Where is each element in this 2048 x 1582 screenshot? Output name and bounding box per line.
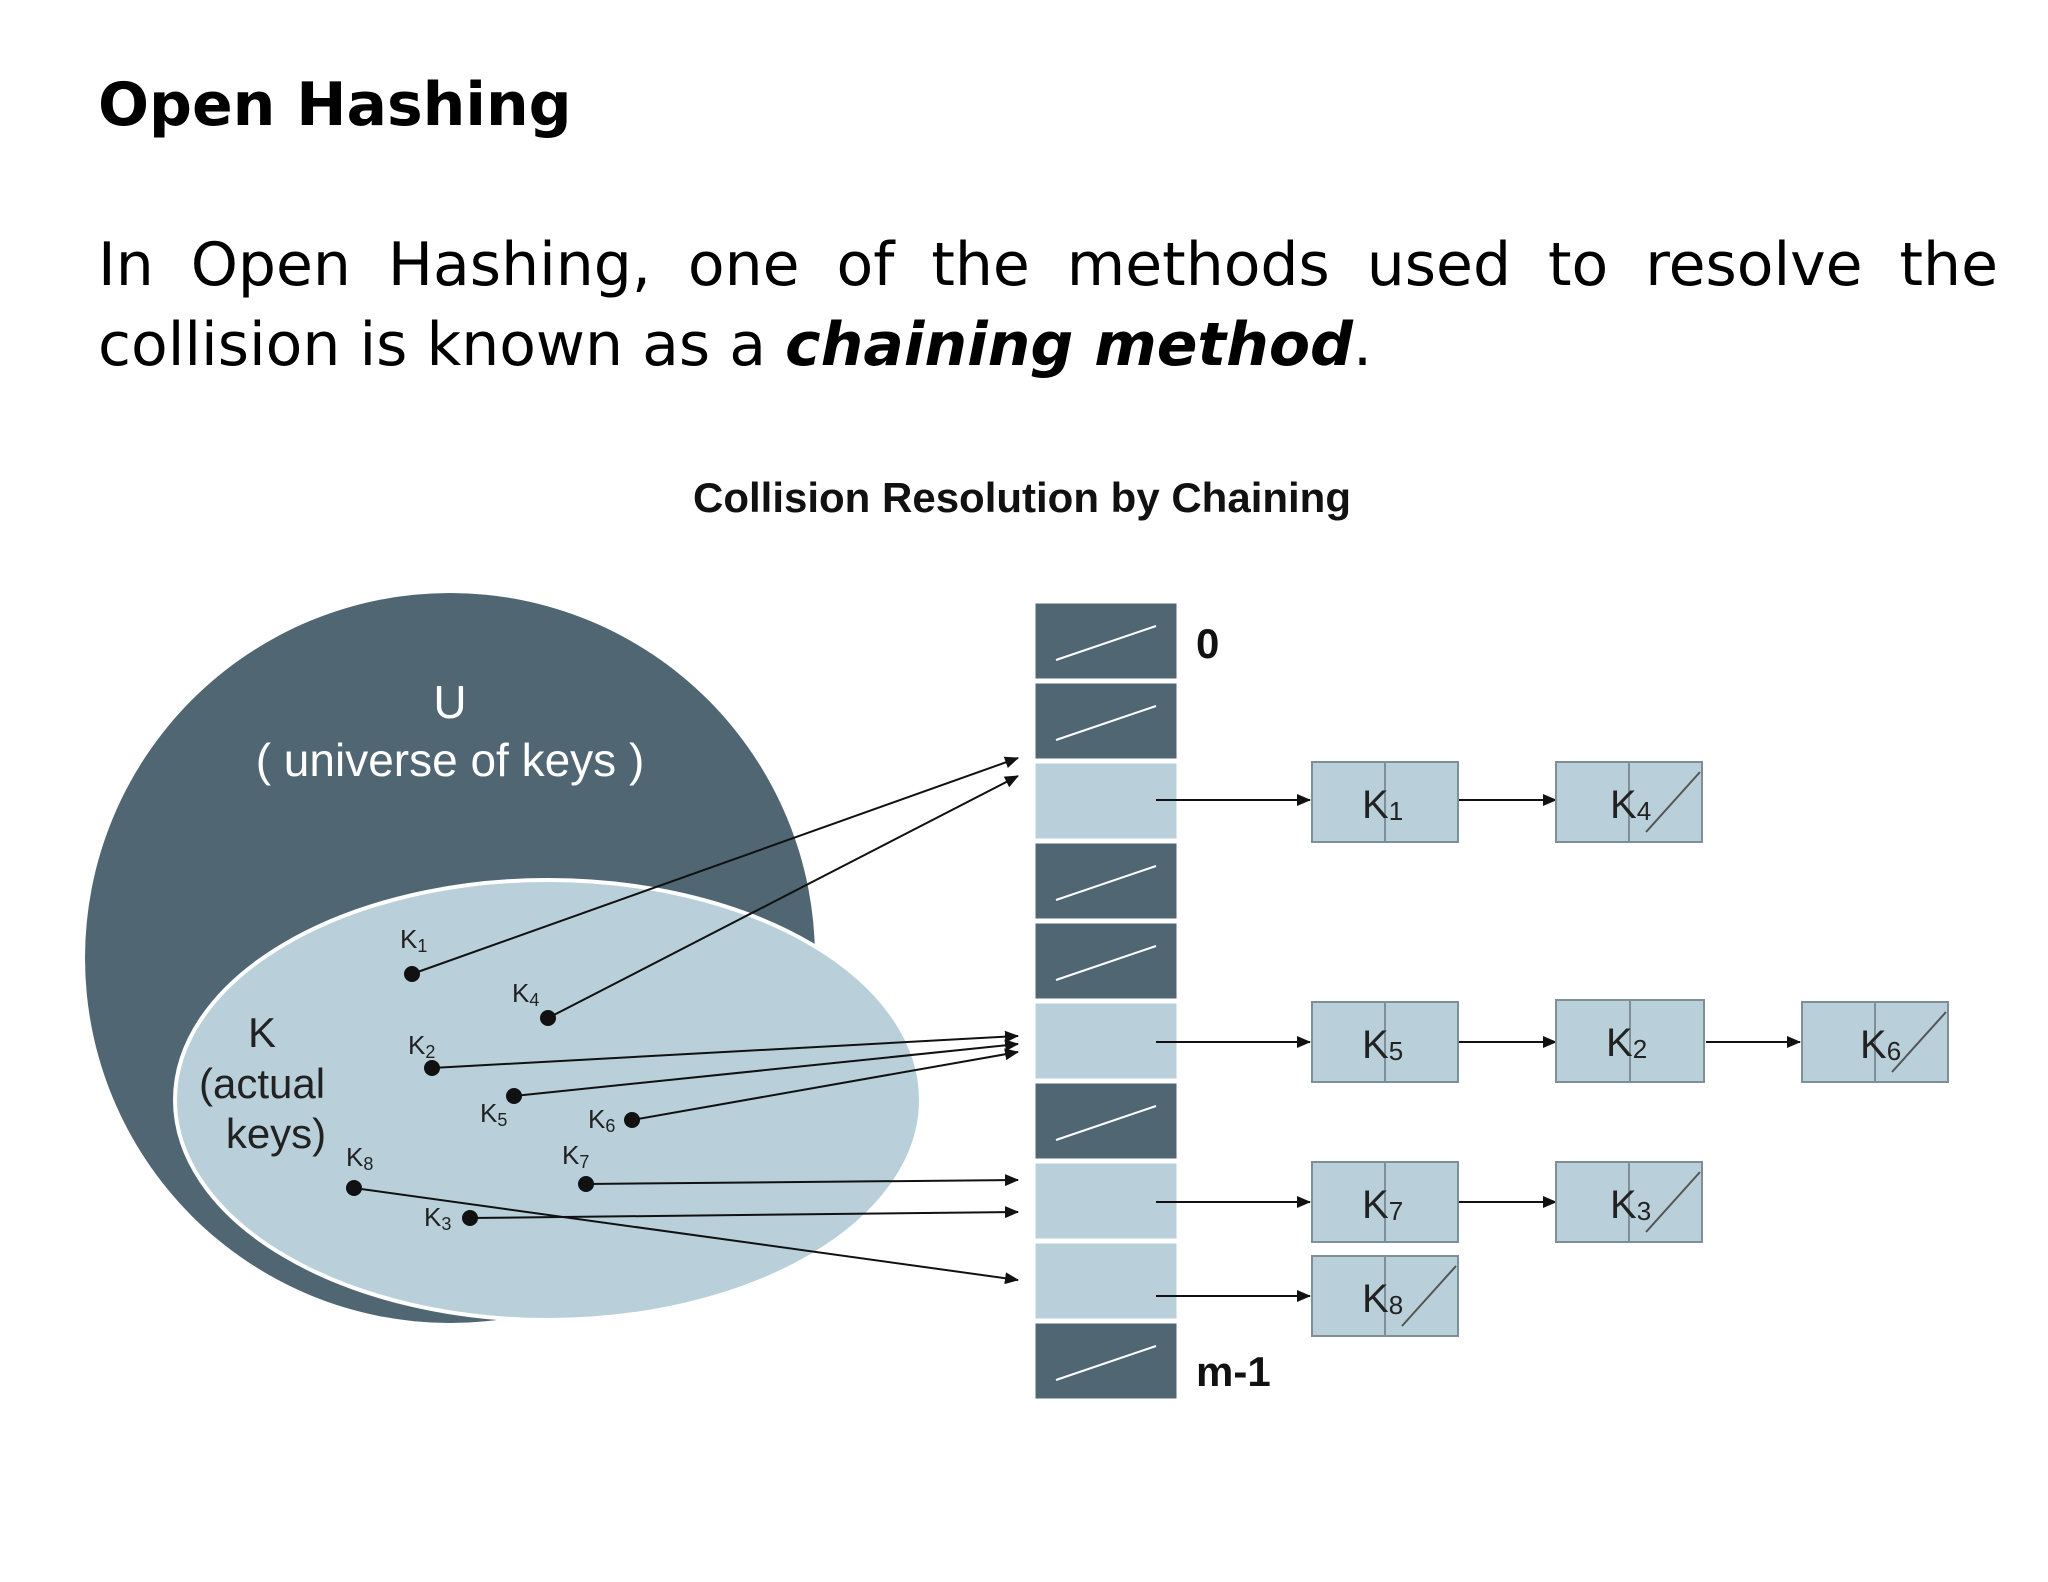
slot-1 [1034,682,1178,760]
key-label-k1: K1 [400,924,428,956]
svg-text:K4: K4 [1610,783,1652,827]
index-first-label: 0 [1196,620,1220,667]
slot-6 [1034,1082,1178,1160]
key-label-k3: K3 [424,1202,452,1234]
chain-node-k8 [1312,1256,1458,1336]
chain-node-k1 [1312,762,1458,842]
figure-title: Collision Resolution by Chaining [693,474,1351,521]
paragraph-text: In Open Hashing, one of the methods used to resolve the collision is known as a [98,230,1998,380]
key-label-k6: K6 [588,1104,616,1136]
svg-text:K3: K3 [1610,1183,1652,1227]
chain-node-k6 [1802,1002,1948,1082]
svg-text:K7: K7 [1362,1183,1404,1227]
key-label-k4: K4 [512,978,540,1010]
universe-sublabel: ( universe of keys ) [255,734,645,786]
slot-3 [1034,842,1178,920]
chain-nodes [1312,762,1948,1336]
keyset-label: K [247,1009,277,1056]
index-last-label: m-1 [1196,1348,1271,1395]
chain-node-k3 [1556,1162,1702,1242]
keyset-sublabel-2: keys) [225,1110,327,1157]
key-label-k8: K8 [346,1142,374,1174]
slot-8 [1034,1242,1178,1320]
paragraph-end: . [1353,310,1373,380]
hash-table [1034,602,1178,1400]
key-label-k5: K5 [480,1098,508,1130]
chain-node-k7 [1312,1162,1458,1242]
svg-text:K1: K1 [1362,783,1404,827]
chain-node-k2 [1556,1000,1704,1082]
svg-text:K5: K5 [1362,1023,1404,1067]
keyset-sublabel-1: (actual [198,1060,326,1107]
page-heading: Open Hashing [98,70,572,140]
svg-text:K2: K2 [1606,1021,1648,1065]
slot-4 [1034,922,1178,1000]
slot-0 [1034,602,1178,680]
universe-label: U [433,676,467,728]
key-label-k7: K7 [562,1140,590,1172]
key-label-k2: K2 [408,1030,436,1062]
svg-text:K8: K8 [1362,1277,1404,1321]
paragraph-emphasis: chaining method [785,310,1353,380]
chain-node-k4 [1556,762,1702,842]
svg-text:K6: K6 [1860,1023,1902,1067]
slot-last [1034,1322,1178,1400]
chain-node-k5 [1312,1002,1458,1082]
